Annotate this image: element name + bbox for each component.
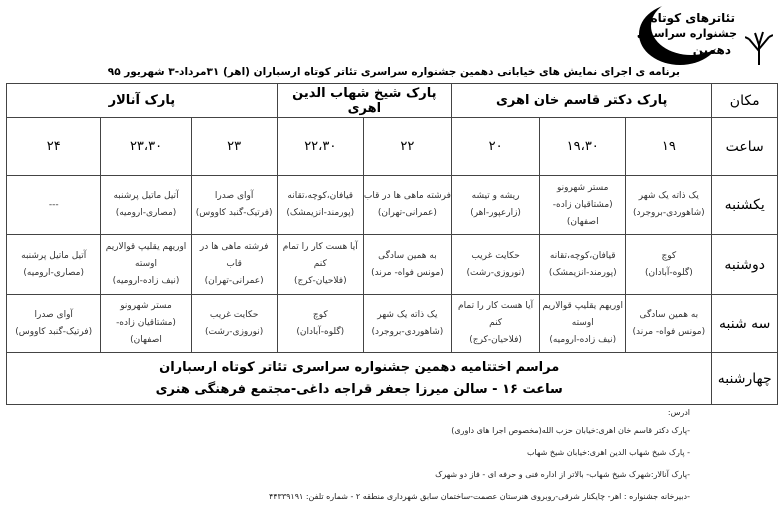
show-group: (زارعپور-اهر) [470, 208, 521, 218]
day-row-wednesday [7, 353, 778, 405]
time-label: ساعت [712, 118, 778, 176]
show-cell [626, 295, 712, 353]
show-group: (عمرانی-تهران) [377, 208, 437, 218]
show-group: (فرتیک-گنبد کاووس) [15, 326, 93, 337]
show-group: (پورمند-انزیمشک) [548, 267, 617, 278]
show-cell [7, 295, 101, 353]
show-group: (گلوه-آبادان) [296, 326, 345, 337]
show-cell [363, 295, 451, 353]
closing-line-1: مراسم اختتامیه دهمین جشنواره سراسری تئاتر کوتاه ارسباران [159, 359, 560, 375]
show-cell [277, 176, 363, 235]
festival-logo [625, 3, 775, 65]
show-title: یک ذاته یک شهر [638, 191, 699, 201]
time-cell: ۲۴ [7, 118, 101, 176]
show-cell [101, 235, 191, 295]
time-row [7, 118, 778, 176]
show-title: آتیل ماتیل پرشنبه [21, 250, 87, 261]
show-cell [101, 176, 191, 235]
show-cell [191, 176, 277, 235]
show-title: کوچ [312, 309, 328, 320]
show-title: آوای صدرا [34, 309, 73, 320]
closing-ceremony [7, 353, 712, 405]
day-row-sunday [7, 176, 778, 235]
show-group: (شاهوردی-بروجرد) [632, 208, 705, 218]
addresses-title: ادرس: [667, 408, 690, 417]
show-cell [626, 176, 712, 235]
show-group: (فلاحیان-کرج) [293, 276, 347, 286]
time-cell: ۲۳ [191, 118, 277, 176]
day-label: یکشنبه [712, 176, 778, 235]
show-group: (مشتاقیان زاده-اصفهان) [116, 318, 176, 345]
show-title: اوریهم یقلیپ قوالاریم اوسته [105, 242, 187, 269]
show-group: (مصاری-ارومیه) [115, 208, 177, 218]
show-cell [451, 176, 539, 235]
show-cell [451, 295, 539, 353]
show-title: فرشته ماهی ها در قاب [363, 191, 451, 201]
show-title: مستر شهرونو [556, 182, 609, 193]
show-cell [277, 295, 363, 353]
show-title: قیافان،کوچه،تقانه [287, 191, 354, 201]
tree-icon [745, 31, 773, 65]
show-group: (عمرانی-تهران) [204, 276, 264, 286]
address-line: -پارک دکتر قاسم خان اهری:خیابان حزب الله(مخصوص اجرا های داوری) [451, 426, 690, 435]
show-title: اوریهم یقلیپ قوالاریم اوسته [542, 301, 624, 328]
logo-line-2: جشنواره سراسری [636, 27, 737, 40]
schedule-table [6, 83, 778, 405]
time-cell: ۲۳،۳۰ [101, 118, 191, 176]
show-title: آوای صدرا [214, 191, 254, 201]
show-group: (مونس فواه- مرند) [632, 326, 706, 337]
show-group: (مصاری-ارومیه) [23, 267, 84, 278]
show-group: (پورمند-انزیمشک) [286, 208, 355, 218]
show-cell [363, 235, 451, 295]
show-cell [191, 295, 277, 353]
show-group: (مونس فواه- مرند) [371, 267, 444, 278]
time-cell: ۱۹،۳۰ [540, 118, 626, 176]
logo-line-1: تئاترهای کوتاه [650, 11, 735, 25]
show-title: --- [48, 199, 59, 210]
time-cell: ۲۲ [363, 118, 451, 176]
day-label: دوشنبه [712, 235, 778, 295]
show-title: حکایت غریب [471, 250, 520, 261]
show-cell [191, 235, 277, 295]
show-cell [451, 235, 539, 295]
show-title: به همین سادگی [639, 309, 699, 320]
show-title: آیا هست کار را تمام کنم [458, 301, 534, 328]
show-group: (مشتاقیان زاده-اصفهان) [552, 199, 613, 227]
venue-row [7, 84, 778, 118]
show-group: (نیف زاده-ارومیه) [112, 276, 180, 286]
addresses-section [60, 406, 690, 508]
day-label: چهارشنبه [712, 353, 778, 405]
show-cell [101, 295, 191, 353]
show-title: به همین سادگی [378, 250, 437, 261]
address-line: -دبیرخانه جشنواره : اهر- چایکنار شرقی-روبروی هنرستان عصمت-ساختمان سابق شهرداری منطقه ۲ - شماره تلفن: ۴۴۳۳۹۱۹۱ [268, 492, 690, 501]
show-title: آتیل ماتیل پرشنبه [113, 191, 179, 201]
closing-line-2: ساعت ۱۶ - سالن میرزا جعفر قراجه داغی-مجتمع فرهنگی هنری [155, 381, 563, 397]
show-title: فرشته ماهی ها در قاب [199, 242, 269, 269]
show-cell [7, 176, 101, 235]
day-row-tuesday [7, 295, 778, 353]
show-group: (گلوه-آبادان) [644, 267, 693, 278]
show-cell [540, 176, 626, 235]
time-cell: ۱۹ [626, 118, 712, 176]
show-title: حکایت غریب [209, 309, 259, 320]
show-cell [540, 235, 626, 295]
address-line: - پارک شیخ شهاب الدین اهری:خیابان شیخ شهاب [527, 448, 690, 457]
time-cell: ۲۲،۳۰ [277, 118, 363, 176]
venue-1: پارک دکتر قاسم خان اهری [451, 84, 711, 118]
page-title: برنامه ی اجرای نمایش های خیابانی دهمین جشنواره سراسری تئاتر کوتاه ارسباران (اهر) ۳۱مرداد-۳ شهریور ۹۵ [107, 66, 680, 78]
venue-3: پارک آنالار [7, 84, 278, 118]
show-cell [277, 235, 363, 295]
day-row-monday [7, 235, 778, 295]
address-line: -پارک آنالار:شهرک شیخ شهاب- بالاتر از اداره فنی و حرفه ای - فاز دو شهرک [435, 470, 690, 479]
logo-line-3: دهمین [692, 43, 731, 57]
show-title: آیا هست کار را تمام کنم [282, 242, 358, 269]
show-title: کوچ [661, 250, 677, 261]
show-group: (نوروزی-رشت) [205, 326, 264, 337]
show-title: مستر شهرونو [120, 301, 172, 311]
show-cell [540, 295, 626, 353]
show-title: ریشه و تیشه [471, 191, 520, 201]
show-title: قیافان،کوچه،تقانه [549, 250, 616, 261]
show-group: (نوروزی-رشت) [466, 267, 525, 278]
show-group: (نیف زاده-ارومیه) [549, 335, 617, 345]
time-cell: ۲۰ [451, 118, 539, 176]
show-title: یک ذاته یک شهر [377, 309, 438, 320]
day-label: سه شنبه [712, 295, 778, 353]
show-cell [363, 176, 451, 235]
show-group: (فرتیک-گنبد کاووس) [195, 208, 273, 218]
show-cell [626, 235, 712, 295]
show-group: (فلاحیان-کرج) [469, 335, 522, 345]
show-cell [7, 235, 101, 295]
show-group: (شاهوردی-بروجرد) [371, 326, 444, 337]
venue-2: پارک شیخ شهاب الدین اهری [277, 84, 451, 118]
place-label: مکان [712, 84, 778, 118]
